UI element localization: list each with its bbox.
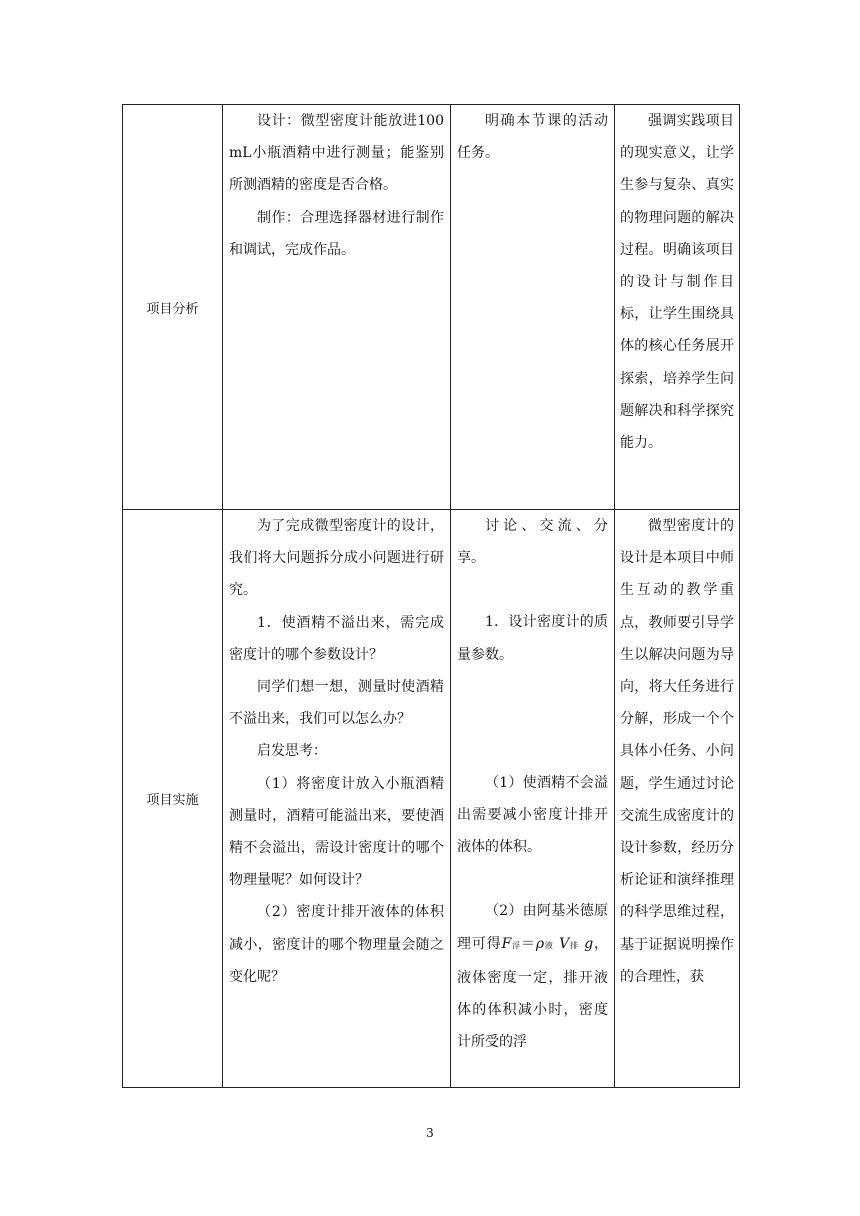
design-intent-cell [615, 105, 740, 510]
formula-lead-text: （2）由阿基米德原理可得 [457, 903, 608, 952]
table-row [123, 105, 740, 510]
table-row [123, 510, 740, 1088]
force-symbol: F [501, 935, 512, 952]
volume-subscript: 排 [569, 940, 579, 950]
paragraph: 为了完成微型密度计的设计，我们将大问题拆分成小问题进行研究。 [229, 518, 444, 599]
paragraph: 1．设计密度计的质量参数。 [457, 614, 608, 663]
paragraph: 讨论、交流、分享。 [457, 518, 608, 567]
equals-sign: ＝ [520, 935, 536, 952]
paragraph: （2）密度计排开液体的体积减小，密度计的哪个物理量会随之变化呢？ [229, 904, 444, 985]
student-activity-cell [451, 510, 615, 1088]
paragraph: 设计：微型密度计能放进100 mL小瓶酒精中进行测量；能鉴别所测酒精的密度是否合格。 [229, 113, 444, 194]
paragraph: （1）将密度计放入小瓶酒精测量时，酒精可能溢出来，要使酒精不会溢出，需设计密度计的哪个物理量呢？如何设计？ [229, 775, 444, 889]
page-number: 3 [426, 1126, 434, 1140]
paragraph-formula [457, 895, 608, 1058]
formula-tail-text: ，液体密度一定，排开液体的体积减小时，密度计所受的浮 [457, 935, 609, 1051]
force-subscript: 浮 [511, 940, 521, 950]
student-activity-cell [451, 105, 615, 510]
paragraph: 微型密度计的设计是本项目中师生互动的教学重点，教师要引导学生以解决问题为导向，将大任务进行分解，形成一个个具体小任务、小问题，学生通过讨论交流生成密度计的设计参数，经历分析论证和演绎推理的科学思维过程，基于证据说明操作的合理性，获 [620, 518, 734, 985]
teacher-activity-cell [223, 510, 451, 1088]
teacher-activity-cell [223, 105, 451, 510]
paragraph: 强调实践项目的现实意义，让学生参与复杂、真实的物理问题的解决过程。明确该项目的设计与制作目标，让学生围绕具体的核心任务展开探索，培养学生问题解决和科学探究能力。 [620, 113, 734, 452]
paragraph: 明确本节课的活动任务。 [457, 113, 608, 162]
density-subscript: 液 [544, 940, 554, 950]
paragraph: 1．使酒精不溢出来，需完成密度计的哪个参数设计？ [229, 614, 444, 663]
density-symbol: ρ [535, 935, 545, 952]
paragraph: 启发思考： [257, 743, 327, 760]
stage-cell [123, 510, 223, 1088]
paragraph: 同学们想一想，测量时使酒精不溢出来，我们可以怎么办？ [229, 679, 444, 728]
gravity-symbol: g [584, 935, 594, 952]
stage-cell [123, 105, 223, 510]
paragraph: （1）使酒精不会溢出需要减小密度计排开液体的体积。 [457, 774, 608, 856]
design-intent-cell [615, 510, 740, 1088]
lesson-table [122, 104, 740, 1088]
stage-label: 项目实施 [146, 793, 199, 808]
volume-symbol: V [559, 935, 570, 952]
paragraph: 制作：合理选择器材进行制作和调试，完成作品。 [229, 209, 444, 258]
stage-label: 项目分析 [146, 301, 199, 317]
